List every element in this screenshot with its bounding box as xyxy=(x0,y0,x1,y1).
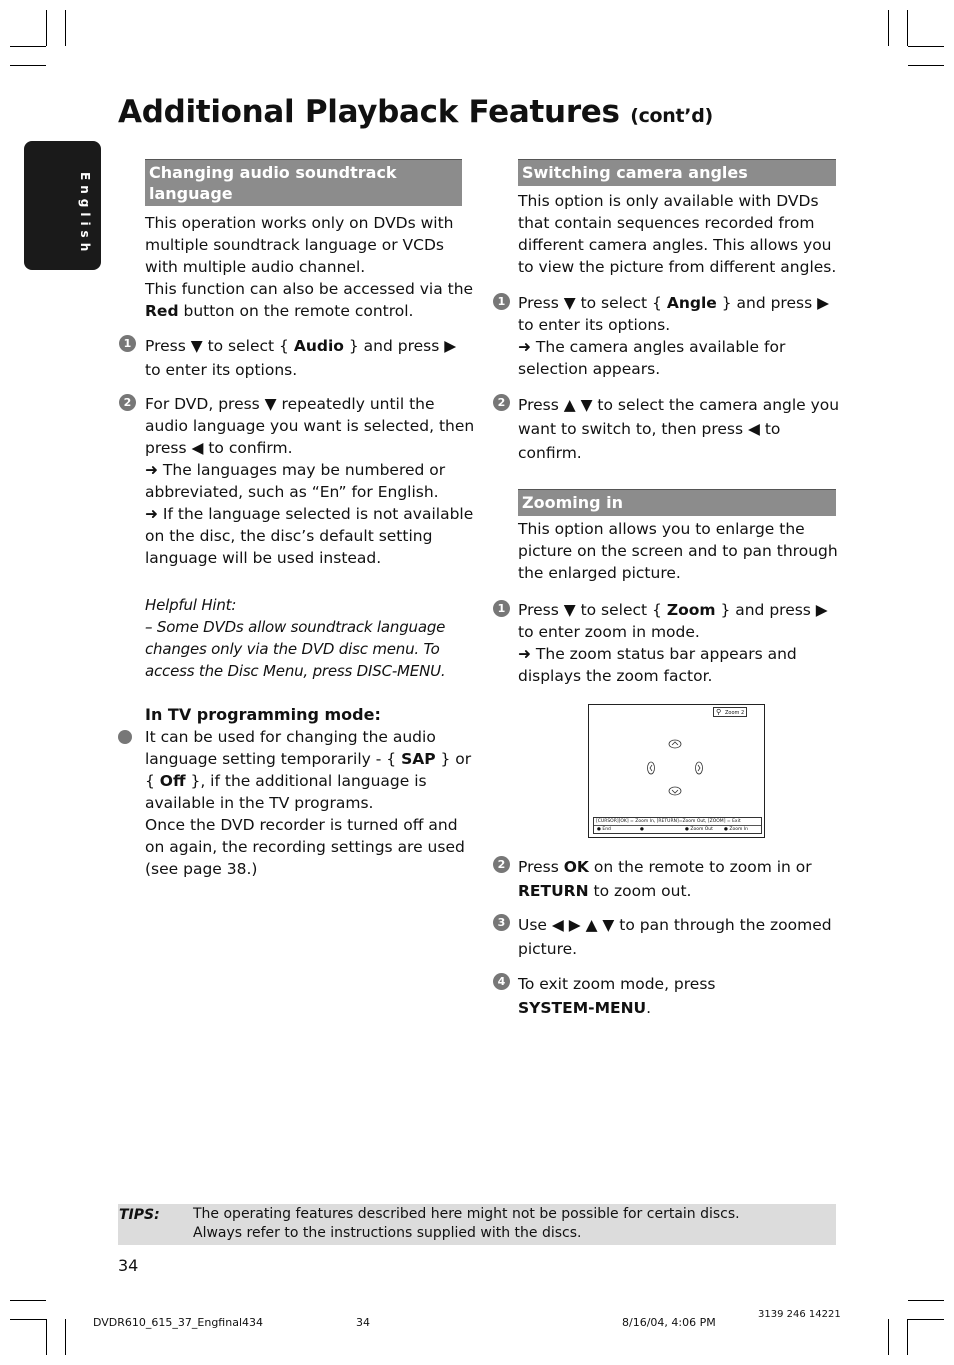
text-line: language will be used instead. xyxy=(145,549,382,567)
text-line: picture. xyxy=(518,940,578,958)
text-line xyxy=(145,334,456,358)
camera-intro xyxy=(518,190,836,278)
text-line: that contain sequences recorded from xyxy=(518,214,815,232)
end-label: End xyxy=(602,827,611,832)
text-line xyxy=(145,770,471,792)
step-number: 4 xyxy=(493,973,510,990)
text-line xyxy=(145,300,473,322)
text-line: on the disc, the disc’s default setting xyxy=(145,527,433,545)
text-line: to enter zoom in mode. xyxy=(518,623,700,641)
crop-mark xyxy=(65,10,66,46)
step-number: 3 xyxy=(493,914,510,931)
text-span: Press ▼ to select { xyxy=(518,294,667,312)
crop-mark xyxy=(908,46,944,47)
footer-file: DVDR610_615_37_Engfinal434 xyxy=(93,1316,264,1329)
tips-label: TIPS: xyxy=(119,1207,160,1223)
text-span: to zoom out. xyxy=(588,882,692,900)
bold-key: RETURN xyxy=(518,882,589,900)
text-span: } and press ▶ xyxy=(715,601,828,619)
zoom-out-label: Zoom Out xyxy=(690,827,713,832)
step-number: 2 xyxy=(493,394,510,411)
bullet-dot xyxy=(118,730,132,744)
zoom-in-legend: ● Zoom In xyxy=(724,827,748,832)
hint-line: Helpful Hint: xyxy=(145,596,237,614)
zoom-step-3 xyxy=(518,913,832,961)
footer-code: 3139 246 14221 xyxy=(758,1309,841,1320)
text-line: ➜ The languages may be numbered or xyxy=(145,461,446,479)
zoom-intro xyxy=(518,518,838,584)
text-line: with multiple audio channel. xyxy=(145,258,366,276)
text-line: ➜ If the language selected is not available xyxy=(145,505,474,523)
text-line: selection appears. xyxy=(518,360,661,378)
crop-mark xyxy=(10,46,46,47)
help-bar-text: [CURSOR][OK] = Zoom In, [RETURN]=Zoom Out, [ZOOM] = Exit xyxy=(594,818,761,826)
bold-option: Zoom xyxy=(666,601,716,619)
zoom-help-bar xyxy=(593,817,762,834)
text-line xyxy=(518,599,828,621)
zoom-screen-illustration xyxy=(588,704,765,838)
zoom-step-4 xyxy=(518,972,716,1020)
bold-key: OK xyxy=(563,858,589,876)
text-line: Use ◀ ▶ ▲ ▼ to pan through the zoomed xyxy=(518,916,832,934)
text-line: For DVD, press ▼ repeatedly until the xyxy=(145,395,435,413)
text-line: different camera angles. This allows you xyxy=(518,236,832,254)
text-line: The operating features described here might not be possible for certain discs. xyxy=(193,1206,740,1222)
text-line: to enter its options. xyxy=(145,361,298,379)
step-number: 1 xyxy=(119,335,136,352)
zoom-step-2 xyxy=(518,855,812,903)
crop-mark xyxy=(46,10,47,46)
section-header-audio: Changing audio soundtrack language xyxy=(145,159,462,206)
text-span: on the remote to zoom in or xyxy=(588,858,812,876)
crop-mark xyxy=(908,1300,944,1301)
text-line: abbreviated, such as “En” for English. xyxy=(145,483,439,501)
text-line: want to switch to, then press ◀ to xyxy=(518,420,781,438)
text-span: }, if the additional language is xyxy=(185,772,427,790)
hint-line: – Some DVDs allow soundtrack language xyxy=(145,618,446,636)
text-line: on again, the recording settings are used xyxy=(145,838,465,856)
helpful-hint xyxy=(145,594,445,682)
text-line xyxy=(518,855,812,879)
audio-step-1 xyxy=(145,334,456,382)
text-line: available in the TV programs. xyxy=(145,794,374,812)
text-span: } and press ▶ xyxy=(343,337,457,355)
text-line: to view the picture from different angles. xyxy=(518,258,837,276)
text-span: Press ▼ to select { xyxy=(518,601,667,619)
bold-red: Red xyxy=(145,302,179,320)
text-line xyxy=(145,748,471,770)
crop-mark xyxy=(908,1319,944,1320)
text-span: language setting temporarily - { xyxy=(145,750,402,768)
crop-mark xyxy=(907,1319,908,1355)
title-main: Additional Playback Features xyxy=(118,94,620,130)
text-span: Press xyxy=(518,858,564,876)
crop-mark xyxy=(10,1319,46,1320)
crop-mark xyxy=(888,1319,889,1355)
crop-mark xyxy=(888,10,889,46)
text-line: audio language you want is selected, then xyxy=(145,417,475,435)
bold-option: SAP xyxy=(401,750,436,768)
text-line: displays the zoom factor. xyxy=(518,667,713,685)
crop-mark xyxy=(10,65,46,66)
text-line: Once the DVD recorder is turned off and xyxy=(145,816,458,834)
camera-step-1 xyxy=(518,292,829,380)
text-line: picture on the screen and to pan through xyxy=(518,542,838,560)
legend-dot: ● xyxy=(640,827,644,832)
end-legend: ● End xyxy=(597,827,611,832)
audio-intro xyxy=(145,212,473,322)
text-line: It can be used for changing the audio xyxy=(145,728,436,746)
tips-text xyxy=(193,1205,740,1243)
crop-mark xyxy=(908,65,944,66)
text-line: the enlarged picture. xyxy=(518,564,681,582)
section-header-zoom: Zooming in xyxy=(518,489,836,516)
hint-line: changes only via the DVD disc menu. To xyxy=(145,640,440,658)
text-line: multiple soundtrack language or VCDs xyxy=(145,236,444,254)
page-number: 34 xyxy=(118,1256,139,1275)
audio-step-2 xyxy=(145,393,474,569)
bold-option: Off xyxy=(159,772,186,790)
text-line: to enter its options. xyxy=(518,316,671,334)
footer-date: 8/16/04, 4:06 PM xyxy=(622,1316,716,1329)
text-line: To exit zoom mode, press xyxy=(518,975,716,993)
footer-file-page: 34 xyxy=(356,1316,370,1329)
page-title xyxy=(118,94,713,130)
text-span: } or xyxy=(435,750,472,768)
text-line: ➜ The zoom status bar appears and xyxy=(518,645,797,663)
zoom-in-label: Zoom In xyxy=(729,827,748,832)
text-line: This function can also be accessed via the xyxy=(145,280,474,298)
crop-mark xyxy=(907,10,908,46)
bold-option: Audio xyxy=(293,337,344,355)
section-header-camera: Switching camera angles xyxy=(518,159,836,186)
text-line: Press ▲ ▼ to select the camera angle you xyxy=(518,396,840,414)
text-line: (see page 38.) xyxy=(145,860,258,878)
text-line: This option allows you to enlarge the xyxy=(518,520,805,538)
text-line xyxy=(518,996,716,1020)
crop-mark xyxy=(46,1319,47,1355)
zoom-step-1 xyxy=(518,599,828,687)
text-span: Press ▼ to select { xyxy=(145,337,294,355)
text-span: { xyxy=(145,772,160,790)
bold-key: SYSTEM-MENU xyxy=(518,999,647,1017)
side-tab-label: English xyxy=(78,172,92,257)
text-line: This operation works only on DVDs with xyxy=(145,214,454,232)
magnifier-icon: ⚲ xyxy=(716,708,722,716)
title-suffix: (cont’d) xyxy=(630,105,713,127)
text-line: This option is only available with DVDs xyxy=(518,192,819,210)
text-span: button on the remote control. xyxy=(178,302,414,320)
crop-mark xyxy=(65,1319,66,1355)
camera-step-2 xyxy=(518,393,839,465)
step-number: 1 xyxy=(493,293,510,310)
zoom-factor-label: Zoom 2 xyxy=(725,710,745,716)
tv-mode-text xyxy=(145,726,471,880)
hint-line: access the Disc Menu, press DISC-MENU. xyxy=(145,662,446,680)
text-line xyxy=(518,879,812,903)
text-span: } and press ▶ xyxy=(716,294,829,312)
crop-mark xyxy=(10,1300,46,1301)
text-line: confirm. xyxy=(518,444,582,462)
text-line: press ◀ to confirm. xyxy=(145,439,293,457)
bold-option: Angle xyxy=(666,294,717,312)
text-line: Always refer to the instructions supplied with the discs. xyxy=(193,1225,582,1241)
text-line xyxy=(518,292,829,314)
text-span: . xyxy=(646,999,652,1017)
step-number: 2 xyxy=(119,394,136,411)
step-number: 2 xyxy=(493,856,510,873)
zoom-out-legend: ● Zoom Out xyxy=(685,827,713,832)
tv-mode-heading: In TV programming mode: xyxy=(145,705,381,724)
step-number: 1 xyxy=(493,600,510,617)
text-line: ➜ The camera angles available for xyxy=(518,338,786,356)
help-bar-legend xyxy=(594,826,761,834)
